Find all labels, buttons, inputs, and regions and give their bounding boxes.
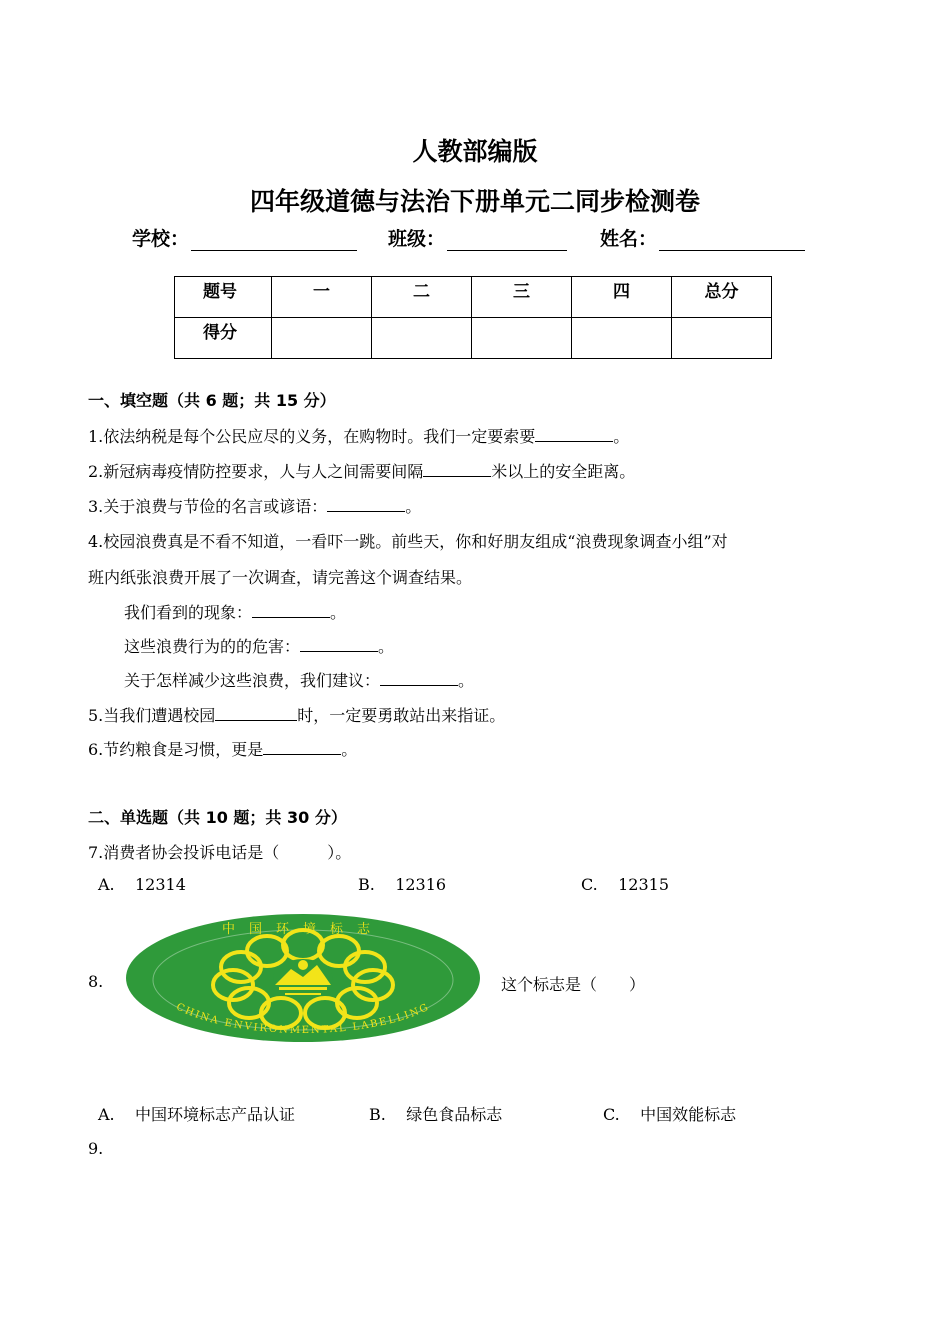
school-label: 学校： bbox=[132, 228, 190, 250]
class-blank[interactable] bbox=[447, 230, 567, 251]
section1-heading: 一、填空题（共 6 题；共 15 分） bbox=[88, 391, 336, 410]
question-3 bbox=[88, 494, 421, 517]
score-row-label: 得分 bbox=[175, 318, 272, 359]
q6-text: 6.节约粮食是习惯，更是 bbox=[88, 740, 264, 759]
score-cell[interactable] bbox=[272, 318, 372, 359]
q2-text: 2.新冠病毒疫情防控要求，人与人之间需要间隔 bbox=[88, 462, 424, 481]
q8-option-a-letter: A. bbox=[98, 1105, 115, 1124]
logo-center-emblem bbox=[273, 959, 333, 999]
q7-option-b-letter: B. bbox=[358, 875, 375, 894]
score-cell[interactable] bbox=[572, 318, 672, 359]
china-environmental-label-logo bbox=[125, 913, 481, 1043]
logo-top-text: 中国环境标志 bbox=[221, 922, 385, 937]
q2-blank[interactable] bbox=[423, 460, 491, 477]
score-header-cell: 四 bbox=[572, 277, 672, 318]
q4b-text: 这些浪费行为的的危害： bbox=[124, 637, 301, 656]
q7-option-b-text: 12316 bbox=[395, 875, 447, 894]
q7-option-a-letter: A. bbox=[98, 875, 115, 894]
q3-end: 。 bbox=[405, 497, 422, 516]
q8-option-a[interactable] bbox=[98, 1102, 295, 1125]
name-field bbox=[600, 224, 805, 251]
q4c-end: 。 bbox=[458, 671, 475, 690]
score-header-cell: 二 bbox=[372, 277, 472, 318]
q8-option-c-letter: C. bbox=[603, 1105, 620, 1124]
name-blank[interactable] bbox=[659, 230, 805, 251]
score-cell[interactable] bbox=[372, 318, 472, 359]
question-8-number: 8. bbox=[88, 972, 104, 991]
question-4-line1: 4.校园浪费真是不看不知道，一看吓一跳。前些天，你和好朋友组成“浪费现象调查小组”对 bbox=[88, 532, 728, 551]
question-7: 7.消费者协会投诉电话是（ ）。 bbox=[88, 843, 352, 862]
question-6 bbox=[88, 737, 357, 760]
score-cell[interactable] bbox=[672, 318, 772, 359]
q5-end: 时，一定要勇敢站出来指证。 bbox=[297, 706, 506, 725]
q7-option-a[interactable] bbox=[98, 875, 186, 894]
q8-option-b-letter: B. bbox=[369, 1105, 386, 1124]
q3-blank[interactable] bbox=[327, 495, 405, 512]
q4a-text: 我们看到的现象： bbox=[124, 603, 253, 622]
question-4a bbox=[124, 600, 346, 623]
q1-blank[interactable] bbox=[535, 425, 613, 442]
question-4c bbox=[124, 668, 474, 691]
publisher-title: 人教部编版 bbox=[412, 137, 538, 166]
q5-blank[interactable] bbox=[215, 704, 297, 721]
score-header-cell: 总分 bbox=[672, 277, 772, 318]
q4c-blank[interactable] bbox=[380, 669, 458, 686]
q7-option-c-letter: C. bbox=[581, 875, 598, 894]
class-field bbox=[388, 224, 567, 251]
question-4-line2: 班内纸张浪费开展了一次调查，请完善这个调查结果。 bbox=[88, 568, 473, 587]
q4b-end: 。 bbox=[378, 637, 395, 656]
q4a-blank[interactable] bbox=[252, 601, 330, 618]
q5-text: 5.当我们遭遇校园 bbox=[88, 706, 216, 725]
question-2 bbox=[88, 459, 635, 482]
school-blank[interactable] bbox=[191, 230, 357, 251]
logo-ring-text: CHINA ENVIRONMENTAL LABELLING bbox=[174, 1001, 432, 1037]
q4c-text: 关于怎样减少这些浪费，我们建议： bbox=[124, 671, 381, 690]
question-9-number: 9. bbox=[88, 1139, 104, 1158]
q7-option-a-text: 12314 bbox=[134, 875, 186, 894]
section2-heading: 二、单选题（共 10 题；共 30 分） bbox=[88, 808, 347, 827]
q7-option-c-text: 12315 bbox=[618, 875, 670, 894]
q6-end: 。 bbox=[341, 740, 358, 759]
score-table bbox=[174, 276, 772, 359]
score-cell[interactable] bbox=[472, 318, 572, 359]
q6-blank[interactable] bbox=[263, 738, 341, 755]
q1-text: 1.依法纳税是每个公民应尽的义务，在购物时。我们一定要索要 bbox=[88, 427, 536, 446]
score-header-cell: 题号 bbox=[175, 277, 272, 318]
q4a-end: 。 bbox=[330, 603, 347, 622]
score-header-cell: 三 bbox=[472, 277, 572, 318]
q8-option-c-text: 中国效能标志 bbox=[640, 1105, 737, 1124]
score-table-header-row bbox=[175, 277, 772, 318]
question-1 bbox=[88, 424, 629, 447]
q7-option-b[interactable] bbox=[358, 875, 446, 894]
name-label: 姓名： bbox=[600, 228, 658, 250]
question-5 bbox=[88, 703, 505, 726]
q7-option-c[interactable] bbox=[581, 875, 669, 894]
q8-option-b-text: 绿色食品标志 bbox=[406, 1105, 503, 1124]
exam-title: 四年级道德与法治下册单元二同步检测卷 bbox=[249, 187, 700, 216]
question-4b bbox=[124, 634, 394, 657]
score-table-row bbox=[175, 318, 772, 359]
class-label: 班级： bbox=[388, 228, 446, 250]
school-field bbox=[132, 224, 357, 251]
q8-option-a-text: 中国环境标志产品认证 bbox=[134, 1105, 295, 1124]
q4b-blank[interactable] bbox=[300, 635, 378, 652]
question-8-text: 这个标志是（ ） bbox=[501, 975, 646, 994]
q8-option-c[interactable] bbox=[603, 1102, 736, 1125]
q8-option-b[interactable] bbox=[369, 1102, 502, 1125]
score-header-cell: 一 bbox=[272, 277, 372, 318]
q1-end: 。 bbox=[613, 427, 630, 446]
q2-end: 米以上的安全距离。 bbox=[491, 462, 636, 481]
q3-text: 3.关于浪费与节俭的名言或谚语： bbox=[88, 497, 328, 516]
